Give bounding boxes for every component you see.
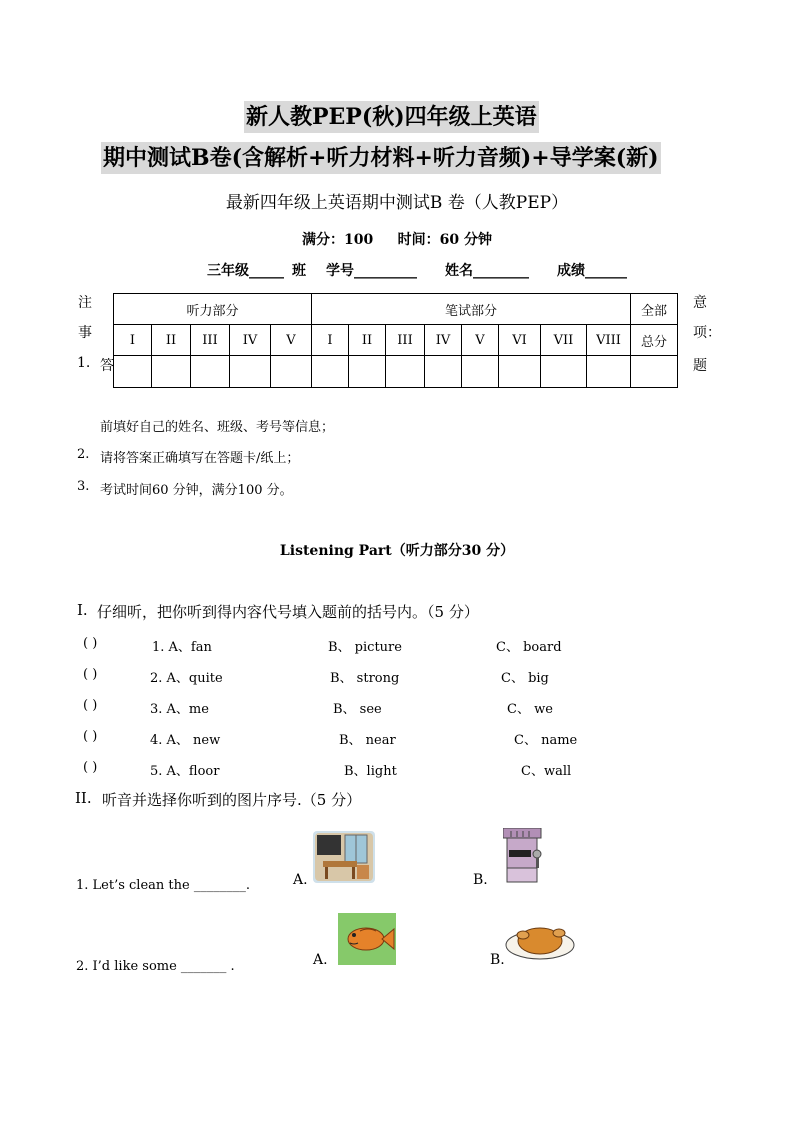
question-option-a: 5. A、floor [150, 764, 220, 779]
chicken-image[interactable] [505, 921, 575, 961]
option-a-label: A. [313, 952, 328, 968]
note-3-num: 3. [77, 479, 90, 494]
classroom-image[interactable] [313, 831, 375, 883]
exam-time: 时间：60 分钟 [397, 232, 492, 248]
section1-number: I. [77, 601, 88, 619]
question-option-c: C、 name [514, 733, 578, 748]
exam-title: 最新四年级上英语期中测试B 卷（人教PEP） [225, 193, 569, 213]
side-note: 1. [77, 355, 91, 371]
score-cell[interactable] [349, 356, 386, 388]
question-option-a: 3. A、me [150, 702, 209, 717]
note-3: 考试时间60 分钟，满分100 分。 [100, 483, 293, 498]
question-1: 1. Let’s clean the ________. [76, 878, 250, 893]
score-cell[interactable] [587, 356, 631, 388]
document-title: 新人教PEP(秋)四年级上英语 [244, 101, 539, 133]
room-image[interactable] [503, 828, 547, 884]
score-cell[interactable] [114, 356, 152, 388]
question-option-c: C、 board [496, 640, 562, 655]
total-sub-cell: 总分 [631, 325, 678, 356]
listening-col-1: I [114, 325, 152, 356]
score-cell[interactable] [386, 356, 425, 388]
section1-title: 仔细听，把你听到得内容代号填入题前的括号内。（5 分） [97, 603, 479, 621]
listening-col-2: II [152, 325, 191, 356]
writing-col-4: IV [425, 325, 462, 356]
score-cell[interactable] [462, 356, 499, 388]
name-field: 姓名________ [445, 263, 529, 279]
question-2: 2. I’d like some _______ . [76, 959, 235, 974]
question-option-c: C、wall [521, 764, 572, 779]
score-cell[interactable] [631, 356, 678, 388]
writing-col-5: V [462, 325, 499, 356]
score-cell[interactable] [152, 356, 191, 388]
note-1: 前填好自己的姓名、班级、考号等信息； [100, 420, 335, 435]
listening-col-5: V [271, 325, 312, 356]
listening-part-heading: Listening Part（听力部分30 分） [279, 543, 515, 559]
score-time-line [0, 229, 794, 249]
side-note: 项： [693, 325, 721, 341]
answer-bracket[interactable]: ( ) [83, 636, 98, 651]
grade-field: 三年级_____ [207, 263, 284, 279]
full-score: 满分：100 [302, 232, 374, 248]
question-option-a: 2. A、quite [150, 671, 223, 686]
option-a-label: A. [293, 872, 308, 888]
answer-bracket[interactable]: ( ) [83, 698, 98, 713]
side-note: 事 [78, 325, 92, 341]
question-option-b: B、 near [339, 733, 396, 748]
listening-header-cell: 听力部分 [114, 294, 312, 325]
side-note: 意 [693, 295, 707, 311]
writing-col-3: III [386, 325, 425, 356]
listening-col-4: IV [230, 325, 271, 356]
writing-col-2: II [349, 325, 386, 356]
answer-bracket[interactable]: ( ) [83, 760, 98, 775]
score-table [113, 293, 678, 388]
listening-col-3: III [191, 325, 230, 356]
score-cell[interactable] [425, 356, 462, 388]
writing-col-1: I [312, 325, 349, 356]
answer-bracket[interactable]: ( ) [83, 729, 98, 744]
total-header-cell: 全部 [631, 294, 678, 325]
question-option-b: B、 see [333, 702, 382, 717]
student-no-field: 学号_________ [326, 263, 417, 279]
question-option-c: C、 we [507, 702, 553, 717]
class-field: 班 [292, 263, 306, 279]
result-field: 成绩______ [557, 263, 627, 279]
score-cell[interactable] [499, 356, 541, 388]
option-b-label: B. [473, 872, 488, 888]
question-option-b: B、 strong [330, 671, 400, 686]
side-note: 题 [693, 358, 707, 374]
score-cell[interactable] [230, 356, 271, 388]
fish-image[interactable] [338, 913, 396, 965]
score-cell[interactable] [191, 356, 230, 388]
question-option-a: 4. A、 new [150, 733, 221, 748]
writing-header-cell: 笔试部分 [312, 294, 631, 325]
score-cell[interactable] [541, 356, 587, 388]
section2-number: II. [75, 789, 92, 807]
question-option-b: B、 picture [328, 640, 402, 655]
document-subtitle-banner: 期中测试B卷(含解析+听力材料+听力音频)+导学案(新) [101, 142, 661, 174]
option-b-label: B. [490, 952, 505, 968]
score-cell[interactable] [312, 356, 349, 388]
writing-col-6: VI [499, 325, 541, 356]
note-2: 请将答案正确填写在答题卡/纸上； [100, 451, 300, 466]
writing-col-8: VIII [587, 325, 631, 356]
section2-title: 听音并选择你听到的图片序号.（5 分） [102, 791, 362, 809]
question-option-b: B、light [344, 764, 397, 779]
side-note: 注 [78, 295, 92, 311]
side-note: 答 [100, 358, 114, 374]
note-2-num: 2. [77, 447, 90, 462]
question-option-c: C、 big [501, 671, 549, 686]
score-cell[interactable] [271, 356, 312, 388]
question-option-a: 1. A、fan [152, 640, 212, 655]
answer-bracket[interactable]: ( ) [83, 667, 98, 682]
writing-col-7: VII [541, 325, 587, 356]
